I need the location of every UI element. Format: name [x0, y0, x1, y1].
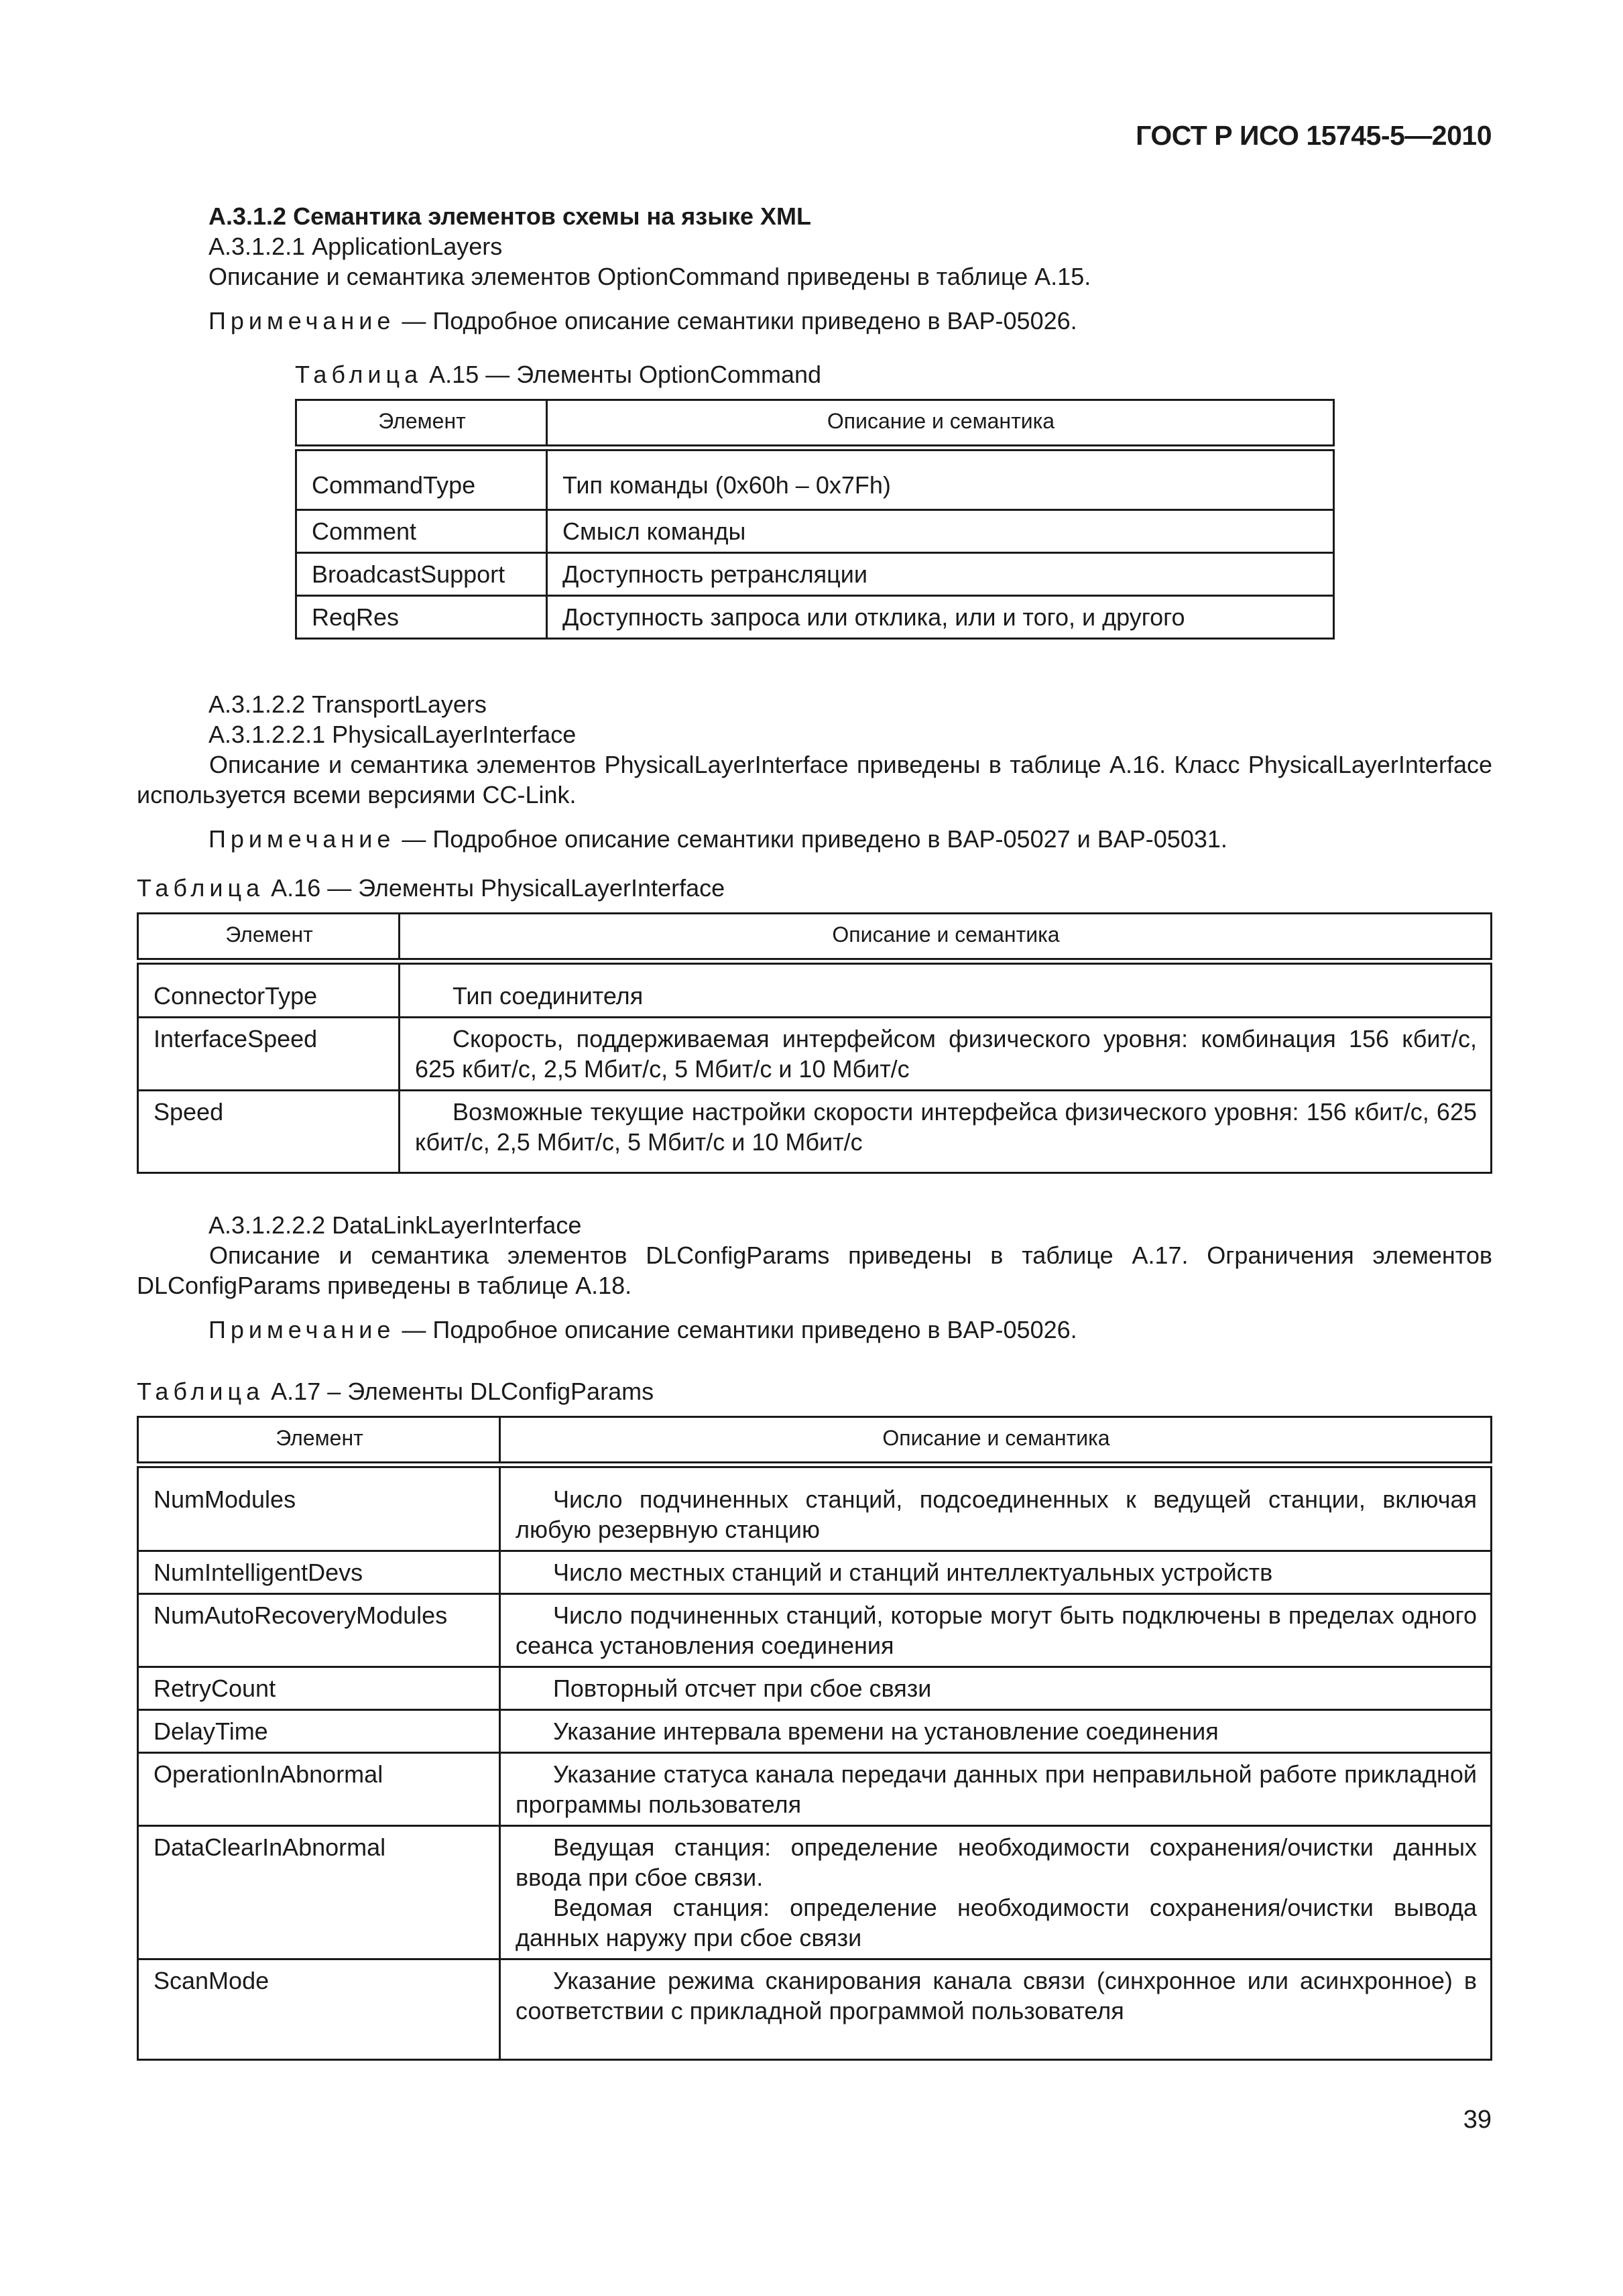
cell-description: Доступность ретрансляции: [547, 552, 1334, 595]
paragraph-physical-layer: Описание и семантика элементов PhysicalLayerInterface приведены в таблице А.16. Класс PhysicalLayerInterface используется всеми версиями CC-Link.: [137, 751, 1492, 808]
table-row: [138, 1753, 1492, 1826]
cell-description: [500, 1551, 1492, 1594]
cell-description-text: Повторный отсчет при сбое связи: [553, 1675, 932, 1702]
note-2: [137, 824, 1492, 854]
cell-description-text: Число подчиненных станций, подсоединенных к ведущей станции, включая любую резервную станцию: [516, 1486, 1477, 1543]
cell-description-text: Ведущая станция: определение необходимости сохранения/очистки данных ввода при сбое связи.: [516, 1833, 1477, 1891]
column-header-element: Элемент: [138, 914, 400, 962]
cell-element: NumAutoRecoveryModules: [138, 1594, 500, 1667]
cell-description: [500, 1465, 1492, 1551]
table-a15: [295, 399, 1335, 640]
cell-description-text: Указание статуса канала передачи данных при неправильной работе прикладной программы пользователя: [516, 1760, 1477, 1818]
caption-label: Таблица: [295, 361, 423, 388]
table-row: [296, 509, 1334, 552]
table-row: [296, 552, 1334, 595]
table-a16: [137, 912, 1492, 1174]
cell-element: CommandType: [296, 448, 547, 509]
cell-element: OperationInAbnormal: [138, 1753, 500, 1826]
table-row: [138, 1594, 1492, 1667]
caption-text: А.16 — Элементы PhysicalLayerInterface: [264, 874, 725, 902]
table-row: [138, 1551, 1492, 1594]
section-heading: А.3.1.2 Семантика элементов схемы на языке XML: [208, 202, 811, 230]
document-id-header: ГОСТ Р ИСО 15745-5—2010: [1136, 120, 1492, 151]
subsection-application-layers: А.3.1.2.1 ApplicationLayers: [208, 233, 503, 260]
caption-text: А.15 — Элементы OptionCommand: [422, 361, 822, 388]
cell-description: [500, 1959, 1492, 2060]
table-row: [138, 1465, 1492, 1551]
caption-label: Таблица: [137, 874, 265, 902]
column-header-description: Описание и семантика: [547, 400, 1334, 448]
note-label: Примечание: [208, 1316, 396, 1343]
note-1: [208, 306, 1492, 336]
cell-description: [500, 1826, 1492, 1959]
table-header-row: [138, 1417, 1492, 1465]
cell-element: Speed: [138, 1091, 400, 1173]
caption-text: А.17 – Элементы DLConfigParams: [264, 1378, 654, 1405]
cell-description-text: Возможные текущие настройки скорости интерфейса физического уровня: 156 кбит/с, 625 кбит/с, 2,5 Мбит/с, 5 Мбит/с и 10 Мбит/с: [415, 1098, 1477, 1156]
section-data-link-layer: [137, 1210, 1492, 1345]
cell-description-text-2: Ведомая станция: определение необходимости сохранения/очистки вывода данных наружу при сбое связи: [516, 1894, 1477, 1951]
cell-description: [500, 1594, 1492, 1667]
table-header-row: [296, 400, 1334, 448]
column-header-description: Описание и семантика: [500, 1417, 1492, 1465]
table-row: [138, 1018, 1492, 1091]
caption-label: Таблица: [137, 1378, 265, 1405]
table-row: [138, 1091, 1492, 1173]
subsection-data-link-layer-interface: А.3.1.2.2.2 DataLinkLayerInterface: [208, 1211, 582, 1239]
cell-element: ReqRes: [296, 595, 547, 638]
paragraph-dl-config-params: Описание и семантика элементов DLConfigParams приведены в таблице А.17. Ограничения элементов DLConfigParams приведены в таблице А.18.: [137, 1242, 1492, 1299]
subsection-transport-layers: А.3.1.2.2 TransportLayers: [208, 690, 487, 718]
note-text: — Подробное описание семантики приведено в BAP-05026.: [395, 1316, 1077, 1343]
note-3: [137, 1315, 1492, 1345]
table-row: [138, 1710, 1492, 1753]
cell-description-text: Число подчиненных станций, которые могут быть подключены в пределах одного сеанса установления соединения: [516, 1602, 1477, 1659]
cell-description: [400, 1091, 1492, 1173]
cell-description: [500, 1753, 1492, 1826]
cell-description-text: Скорость, поддерживаемая интерфейсом физического уровня: комбинация 156 кбит/с, 625 кбит/с, 2,5 Мбит/с, 5 Мбит/с и 10 Мбит/с: [415, 1025, 1477, 1083]
column-header-element: Элемент: [138, 1417, 500, 1465]
table-row: [138, 1826, 1492, 1959]
cell-element: DelayTime: [138, 1710, 500, 1753]
paragraph-option-command: Описание и семантика элементов OptionCommand приведены в таблице А.15.: [208, 263, 1091, 290]
cell-description: Тип команды (0x60h – 0x7Fh): [547, 448, 1334, 509]
cell-element: InterfaceSpeed: [138, 1018, 400, 1091]
cell-element: RetryCount: [138, 1667, 500, 1710]
note-label: Примечание: [208, 825, 396, 853]
cell-description: [400, 1018, 1492, 1091]
cell-element: NumModules: [138, 1465, 500, 1551]
column-header-description: Описание и семантика: [400, 914, 1492, 962]
cell-description-text: Указание режима сканирования канала связи (синхронное или асинхронное) в соответствии с прикладной программой пользователя: [516, 1967, 1477, 2025]
table-row: [138, 1667, 1492, 1710]
cell-element: NumIntelligentDevs: [138, 1551, 500, 1594]
page-number: 39: [1463, 2106, 1492, 2134]
cell-description: Доступность запроса или отклика, или и того, и другого: [547, 595, 1334, 638]
note-text: — Подробное описание семантики приведено в BAP-05027 и BAP-05031.: [395, 825, 1227, 853]
cell-element: Comment: [296, 509, 547, 552]
cell-description-text: Тип соединителя: [453, 982, 644, 1010]
section-a3-1-2: [208, 201, 1492, 336]
table-header-row: [138, 914, 1492, 962]
cell-description: [400, 961, 1492, 1018]
cell-description-text: Число местных станций и станций интеллектуальных устройств: [553, 1559, 1273, 1586]
table-row: [138, 961, 1492, 1018]
note-text: — Подробное описание семантики приведено в BAP-05026.: [395, 307, 1077, 335]
note-label: Примечание: [208, 307, 396, 335]
table-a17: [137, 1416, 1492, 2061]
cell-description-text: Указание интервала времени на установление соединения: [553, 1717, 1219, 1745]
cell-description: [500, 1667, 1492, 1710]
cell-element: ConnectorType: [138, 961, 400, 1018]
cell-description: [500, 1710, 1492, 1753]
cell-element: DataClearInAbnormal: [138, 1826, 500, 1959]
subsection-physical-layer-interface: А.3.1.2.2.1 PhysicalLayerInterface: [208, 721, 577, 748]
table-row: [296, 448, 1334, 509]
cell-description: Смысл команды: [547, 509, 1334, 552]
table-a16-caption: [137, 873, 725, 903]
table-row: [138, 1959, 1492, 2060]
column-header-element: Элемент: [296, 400, 547, 448]
table-a15-caption: [295, 359, 821, 389]
table-a17-caption: [137, 1376, 654, 1406]
section-transport-layers: [137, 689, 1492, 854]
table-row: [296, 595, 1334, 638]
cell-element: ScanMode: [138, 1959, 500, 2060]
cell-element: BroadcastSupport: [296, 552, 547, 595]
